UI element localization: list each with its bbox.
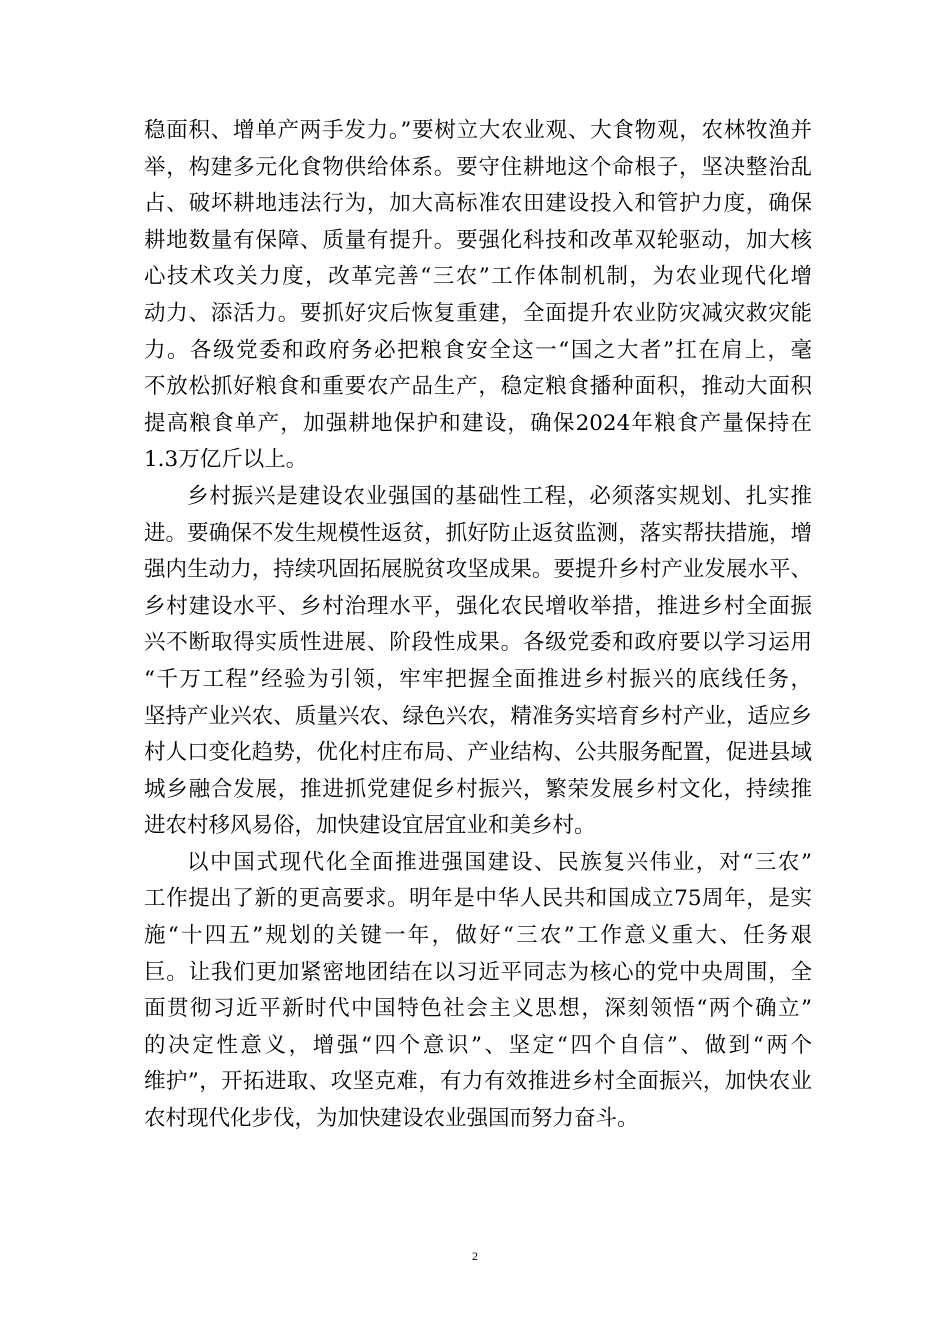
text-line: 巨。让我们更加紧密地团结在以习近平同志为核心的党中央周围，全 bbox=[144, 959, 812, 985]
text-line: “千万工程”经验为引领，牢牢把握全面推进乡村振兴的底线任务， bbox=[144, 666, 812, 692]
text-line: 力。各级党委和政府务必把粮食安全这一“国之大者”扛在肩上，毫 bbox=[144, 337, 812, 363]
text-line: 乡村建设水平、乡村治理水平，强化农民增收举措，推进乡村全面振 bbox=[144, 593, 812, 619]
text-line: 心技术攻关力度，改革完善“三农”工作体制机制，为农业现代化增 bbox=[144, 264, 812, 290]
text-line: 维护”，开拓进取、攻坚克难，有力有效推进乡村全面振兴，加快农业 bbox=[144, 1069, 812, 1095]
text-line: 占、破坏耕地违法行为，加大高标准农田建设投入和管护力度，确保 bbox=[144, 191, 812, 217]
document-body bbox=[144, 113, 812, 1138]
text-line: 以中国式现代化全面推进强国建设、民族复兴伟业，对“三农” bbox=[187, 849, 812, 875]
text-line: 工作提出了新的更高要求。明年是中华人民共和国成立75周年，是实 bbox=[144, 886, 812, 912]
paragraph bbox=[144, 113, 812, 479]
text-line: 强内生动力，持续巩固拓展脱贫攻坚成果。要提升乡村产业发展水平、 bbox=[144, 557, 812, 583]
text-line: 村人口变化趋势，优化村庄布局、产业结构、公共服务配置，促进县域 bbox=[144, 740, 812, 766]
text-line: 坚持产业兴农、质量兴农、绿色兴农，精准务实培育乡村产业，适应乡 bbox=[144, 703, 812, 729]
text-line: 兴不断取得实质性进展、阶段性成果。各级党委和政府要以学习运用 bbox=[144, 630, 812, 656]
page-number: 2 bbox=[472, 1249, 478, 1263]
text-line: 的决定性意义，增强“四个意识”、坚定“四个自信”、做到“两个 bbox=[144, 1032, 812, 1058]
paragraph bbox=[144, 479, 812, 845]
text-line: 施“十四五”规划的关键一年，做好“三农”工作意义重大、任务艰 bbox=[144, 923, 812, 949]
text-line: 不放松抓好粮食和重要农产品生产，稳定粮食播种面积，推动大面积 bbox=[144, 374, 812, 400]
text-line: 1.3万亿斤以上。 bbox=[144, 447, 308, 473]
text-line: 举，构建多元化食物供给体系。要守住耕地这个命根子，坚决整治乱 bbox=[144, 154, 812, 180]
text-line: 耕地数量有保障、质量有提升。要强化科技和改革双轮驱动，加大核 bbox=[144, 227, 812, 253]
paragraph bbox=[144, 845, 812, 1138]
text-line: 提高粮食单产，加强耕地保护和建设，确保2024年粮食产量保持在 bbox=[144, 410, 812, 436]
text-line: 城乡融合发展，推进抓党建促乡村振兴，繁荣发展乡村文化，持续推 bbox=[144, 776, 812, 802]
text-line: 进农村移风易俗，加快建设宜居宜业和美乡村。 bbox=[144, 813, 596, 839]
text-line: 动力、添活力。要抓好灾后恢复重建，全面提升农业防灾减灾救灾能 bbox=[144, 300, 812, 326]
text-line: 面贯彻习近平新时代中国特色社会主义思想，深刻领悟“两个确立” bbox=[144, 996, 812, 1022]
text-line: 稳面积、增单产两手发力。”要树立大农业观、大食物观，农林牧渔并 bbox=[144, 118, 812, 143]
text-line: 农村现代化步伐，为加快建设农业强国而努力奋斗。 bbox=[144, 1106, 639, 1132]
text-line: 进。要确保不发生规模性返贫，抓好防止返贫监测，落实帮扶措施，增 bbox=[144, 520, 812, 546]
text-line: 乡村振兴是建设农业强国的基础性工程，必须落实规划、扎实推 bbox=[187, 483, 812, 509]
